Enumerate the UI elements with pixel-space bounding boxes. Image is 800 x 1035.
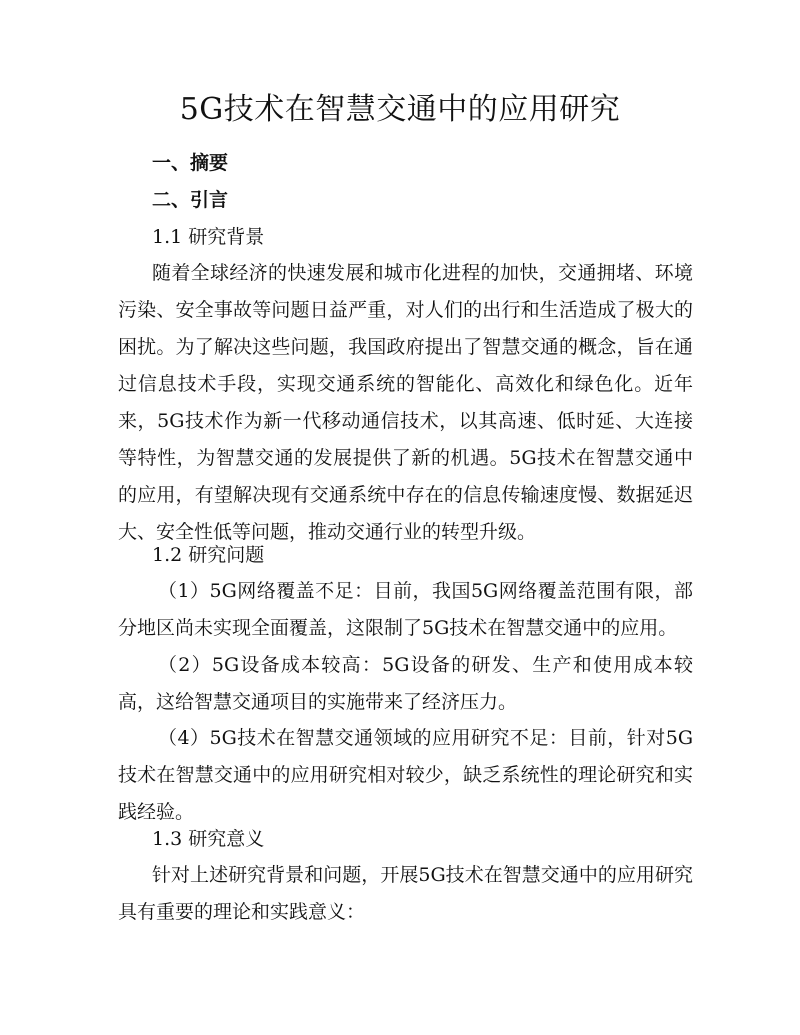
significance-paragraph: 针对上述研究背景和问题，开展5G技术在智慧交通中的应用研究具有重要的理论和实践意义： [118, 864, 693, 923]
problem-heading: 1.2 研究问题 [152, 544, 265, 566]
background-paragraph: 随着全球经济的快速发展和城市化进程的加快，交通拥堵、环境污染、安全事故等问题日益严重，对人们的出行和生活造成了极大的困扰。为了解决这些问题，我国政府提出了智慧交通的概念，旨在通过信息技术手段，实现交通系统的智能化、高效化和绿色化。近年来，5G技术作为新一代移动通信技术，以其高速、低时延、大连接等特性，为智慧交通的发展提供了新的机遇。5G技术在智慧交通中的应用，有望解决现有交通系统中存在的信息传输速度慢、数据延迟大、安全性低等问题，推动交通行业的转型升级。 [118, 262, 693, 543]
significance-heading: 1.3 研究意义 [152, 828, 265, 850]
intro-heading: 二、引言 [152, 189, 229, 211]
abstract-heading: 一、摘要 [152, 152, 229, 174]
problem-item-1: （1）5G网络覆盖不足：目前，我国5G网络覆盖范围有限，部分地区尚未实现全面覆盖，这限制了5G技术在智慧交通中的应用。 [118, 580, 693, 639]
problem-item-3: （4）5G技术在智慧交通领域的应用研究不足：目前，针对5G技术在智慧交通中的应用研究相对较少，缺乏系统性的理论研究和实践经验。 [118, 727, 693, 823]
document-title: 5G技术在智慧交通中的应用研究 [179, 92, 621, 127]
background-heading: 1.1 研究背景 [152, 226, 265, 248]
problem-item-2: （2）5G设备成本较高：5G设备的研发、生产和使用成本较高，这给智慧交通项目的实施带来了经济压力。 [118, 654, 693, 713]
